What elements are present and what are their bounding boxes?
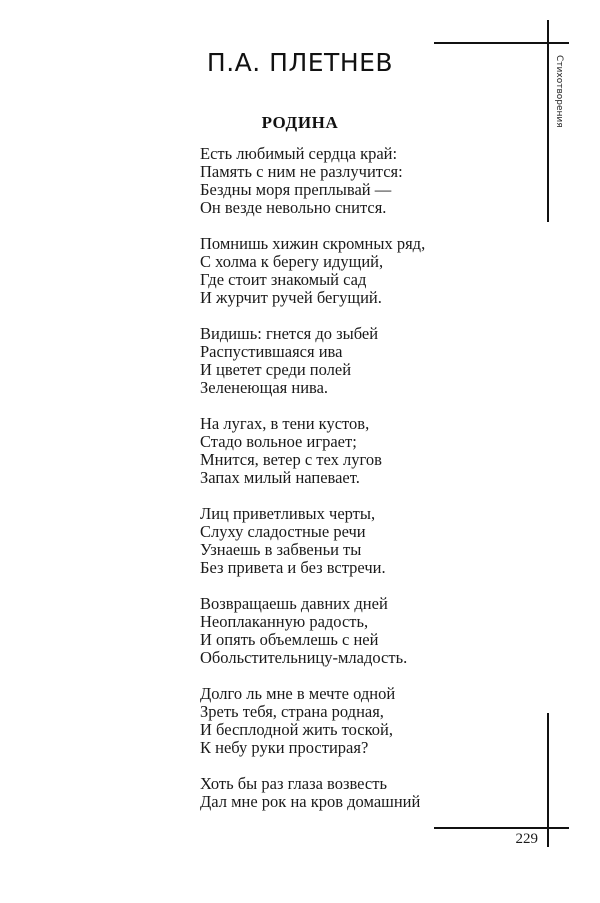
- poem-line: Где стоит знакомый сад: [200, 270, 367, 289]
- poem-line: Помнишь хижин скромных ряд,: [200, 234, 426, 253]
- poem-line: Возвращаешь давних дней: [200, 594, 388, 613]
- poem-line: И журчит ручей бегущий.: [200, 288, 382, 307]
- poem-line: И бесплодной жить тоской,: [200, 720, 393, 739]
- poem-line: Запах милый напевает.: [200, 468, 360, 487]
- poem-title: РОДИНА: [261, 113, 339, 132]
- poem-line: Есть любимый сердца край:: [200, 144, 398, 163]
- poem-line: Зреть тебя, страна родная,: [200, 702, 384, 721]
- poem-line: Слуху сладостные речи: [200, 522, 366, 541]
- bottom-horizontal-rule: [434, 827, 569, 829]
- poem-line: К небу руки простирая?: [200, 738, 369, 757]
- poem-line: Распустившаяся ива: [200, 342, 343, 361]
- poem-line: Дал мне рок на кров домашний: [200, 792, 421, 811]
- poem-line: Обольстительницу-младость.: [200, 648, 408, 667]
- poem-line: Память с ним не разлучится:: [200, 162, 403, 181]
- stanza: [200, 775, 425, 811]
- section-label-text: Стихотворения: [554, 55, 564, 128]
- stanza: [200, 415, 425, 487]
- stanza: [200, 685, 425, 757]
- poem-line: Без привета и без встречи.: [200, 558, 386, 577]
- poem-line: И опять объемлешь с ней: [200, 630, 379, 649]
- author-heading: П.А. ПЛЕТНЕВ: [206, 48, 394, 77]
- poem-line: Бездны моря преплывай —: [200, 180, 392, 199]
- poem-line: Лиц приветливых черты,: [200, 504, 376, 523]
- stanza: [200, 325, 425, 397]
- poem-line: Он везде невольно снится.: [200, 198, 387, 217]
- poem-line: Хоть бы раз глаза возвесть: [200, 774, 387, 793]
- poem-body: [200, 145, 425, 829]
- poem-line: Узнаешь в забвеньи ты: [200, 540, 362, 559]
- poem-line: И цветет среди полей: [200, 360, 352, 379]
- page-number: 229: [515, 831, 538, 847]
- poem-line: С холма к берегу идущий,: [200, 252, 384, 271]
- poem-line: На лугах, в тени кустов,: [200, 414, 370, 433]
- poem-line: Стадо вольное играет;: [200, 432, 357, 451]
- stanza: [200, 505, 425, 577]
- poem-line: Видишь: гнется до зыбей: [200, 324, 379, 343]
- poem-line: Долго ль мне в мечте одной: [200, 684, 396, 703]
- section-label: [548, 55, 566, 130]
- poem-line: Зеленеющая нива.: [200, 378, 329, 397]
- top-horizontal-rule: [434, 42, 569, 44]
- poem-line: Неоплаканную радость,: [200, 612, 369, 631]
- stanza: [200, 595, 425, 667]
- stanza: [200, 145, 425, 217]
- poem-line: Мнится, ветер с тех лугов: [200, 450, 382, 469]
- stanza: [200, 235, 425, 307]
